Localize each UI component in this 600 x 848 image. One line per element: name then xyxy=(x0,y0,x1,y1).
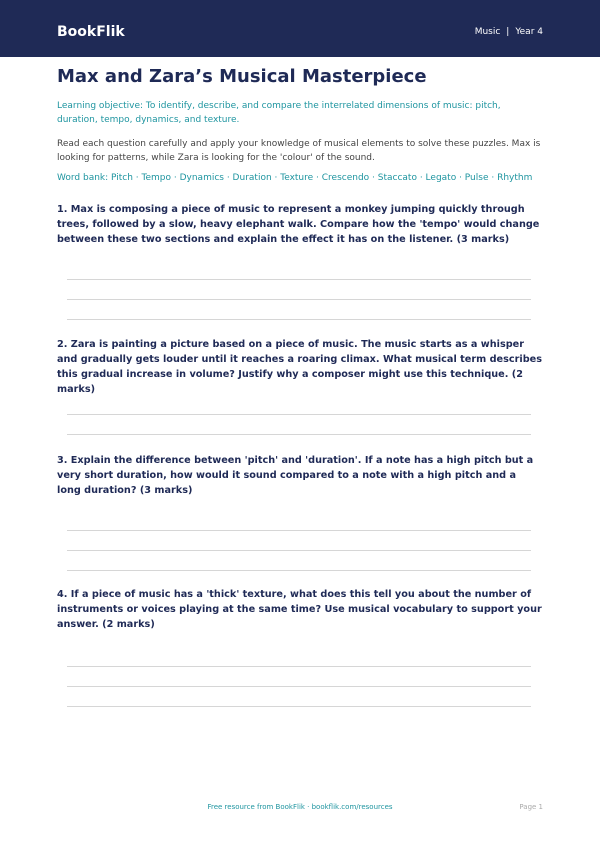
answer-line[interactable] xyxy=(67,550,531,551)
answer-line[interactable] xyxy=(67,666,531,667)
answer-line[interactable] xyxy=(67,319,531,320)
answer-line[interactable] xyxy=(67,686,531,687)
footer-resource-link[interactable]: Free resource from BookFlik · bookflik.com/resources xyxy=(207,803,393,811)
page-title: Max and Zara’s Musical Masterpiece xyxy=(57,66,427,87)
answer-line[interactable] xyxy=(67,530,531,531)
answer-line[interactable] xyxy=(67,279,531,280)
answer-line[interactable] xyxy=(67,434,531,435)
answer-line[interactable] xyxy=(67,706,531,707)
learning-objective: Learning objective: To identify, describe, and compare the interrelated dimensions of music: pitch, duration, tempo, dynamics, and texture. xyxy=(57,101,501,125)
meta-separator: | xyxy=(506,27,510,37)
answer-line[interactable] xyxy=(67,570,531,571)
instructions: Read each question carefully and apply your knowledge of musical elements to solve these puzzles. Max is looking for patterns, while Zara is looking for the 'colour' of the sound. xyxy=(57,139,541,163)
brand-logo-text: BookFlik xyxy=(57,24,125,40)
question-4: 4. If a piece of music has a 'thick' texture, what does this tell you about the number of instruments or voices playing at the same time? Use musical vocabulary to support your answer. (2 marks) xyxy=(57,589,542,630)
question-2: 2. Zara is painting a picture based on a piece of music. The music starts as a whisper and gradually gets louder until it reaches a roaring climax. What musical term describes this gradual increase in volume? Justify why a composer might use this technique. (2 marks) xyxy=(57,339,542,395)
answer-line[interactable] xyxy=(67,299,531,300)
year-label: Year 4 xyxy=(515,27,543,37)
subject-label: Music xyxy=(474,27,501,37)
word-bank: Word bank: Pitch · Tempo · Dynamics · Duration · Texture · Crescendo · Staccato · Legato · Pulse · Rhythm xyxy=(57,173,533,183)
answer-line[interactable] xyxy=(67,414,531,415)
subject-year-label xyxy=(475,26,543,38)
header-bar xyxy=(0,0,600,57)
question-1: 1. Max is composing a piece of music to represent a monkey jumping quickly through trees, followed by a slow, heavy elephant walk. Compare how the 'tempo' would change between these two sections and explain the effect it has on the listener. (3 marks) xyxy=(57,204,540,245)
question-3: 3. Explain the difference between 'pitch' and 'duration'. If a note has a high pitch but a very short duration, how would it sound compared to a note with a high pitch and a long duration? (3 marks) xyxy=(57,455,534,496)
page-number: Page 1 xyxy=(519,803,543,811)
